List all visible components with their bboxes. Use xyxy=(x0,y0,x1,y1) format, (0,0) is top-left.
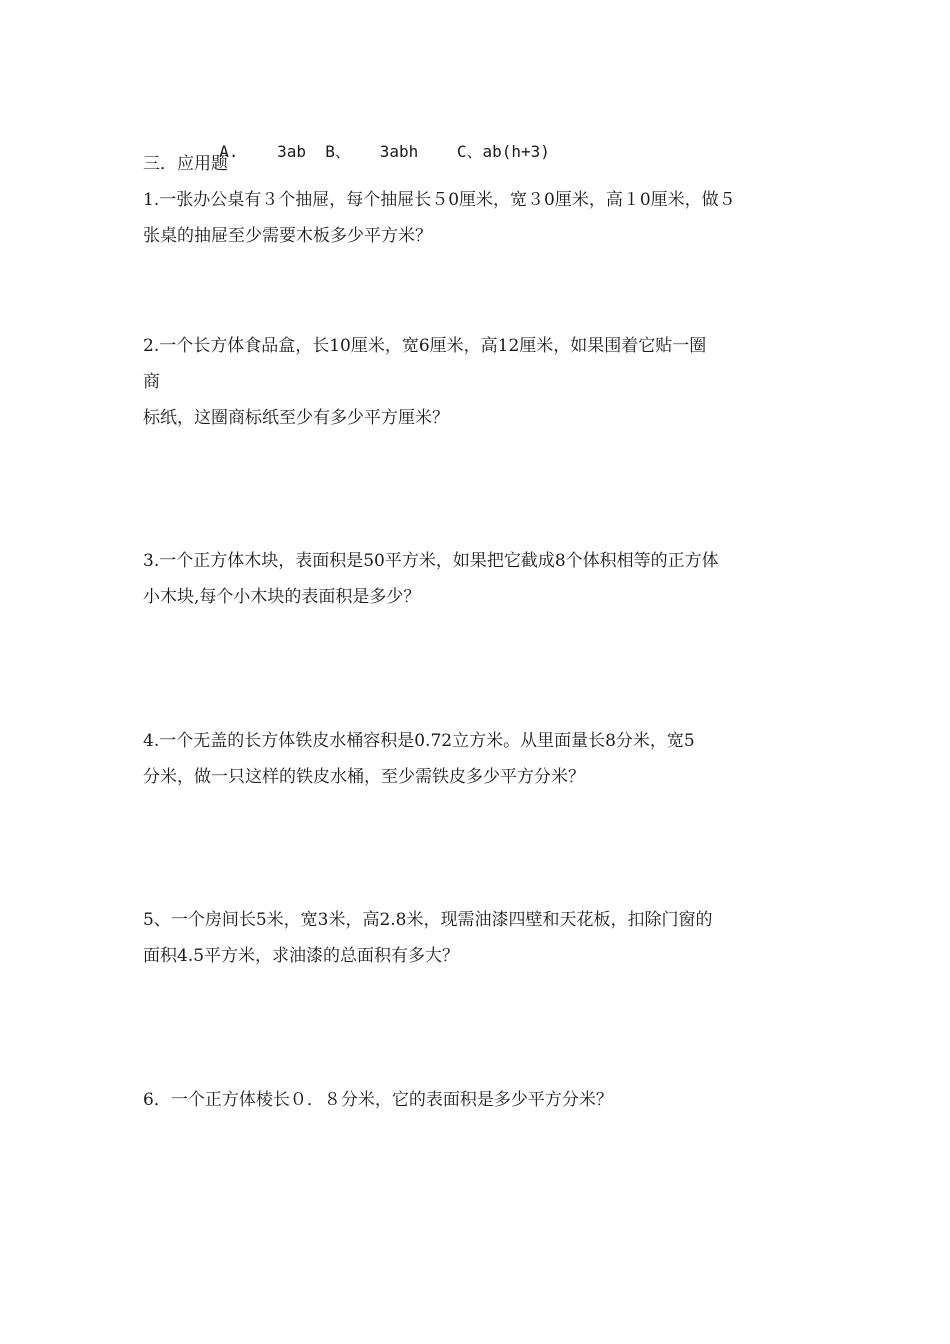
choice-options xyxy=(200,119,550,163)
problem-3-line-1: 3.一个正方体木块，表面积是50平方米，如果把它截成8个体积相等的正方体 xyxy=(143,551,719,571)
problem-6-line-1: 6．一个正方体棱长０．８分米，它的表面积是多少平方分米？ xyxy=(143,1090,613,1110)
choice-a-label: A. xyxy=(219,142,239,161)
choice-b-label: B、 xyxy=(325,142,351,161)
choice-c: C、ab(h+3) xyxy=(456,142,550,161)
problem-3-line-2: 小木块,每个小木块的表面积是多少？ xyxy=(143,587,421,607)
problem-2-line-2: 商 xyxy=(143,372,160,392)
problem-1-line-1: 1.一张办公桌有３个抽屉，每个抽屉长５0厘米，宽３0厘米，高１0厘米，做５ xyxy=(143,190,736,210)
problem-2-line-3: 标纸，这圈商标纸至少有多少平方厘米？ xyxy=(143,408,449,428)
problem-4-line-1: 4.一个无盖的长方体铁皮水桶容积是0.72立方米。从里面量长8分米，宽5 xyxy=(143,731,695,751)
problem-5-line-2: 面积4.5平方米，求油漆的总面积有多大？ xyxy=(143,946,460,966)
problem-2-line-1: 2.一个长方体食品盒，长10厘米，宽6厘米，高12厘米，如果围着它贴一圈 xyxy=(143,336,707,356)
choice-a-value: 3ab xyxy=(277,142,306,161)
choice-b-value: 3abh xyxy=(379,142,419,161)
problem-1-line-2: 张桌的抽屉至少需要木板多少平方米？ xyxy=(143,226,432,246)
section-title: 三．应用题 xyxy=(143,154,228,174)
problem-4-line-2: 分米，做一只这样的铁皮水桶，至少需铁皮多少平方分米？ xyxy=(143,767,585,787)
problem-5-line-1: 5、一个房间长5米，宽3米，高2.8米，现需油漆四壁和天花板，扣除门窗的 xyxy=(143,910,713,930)
